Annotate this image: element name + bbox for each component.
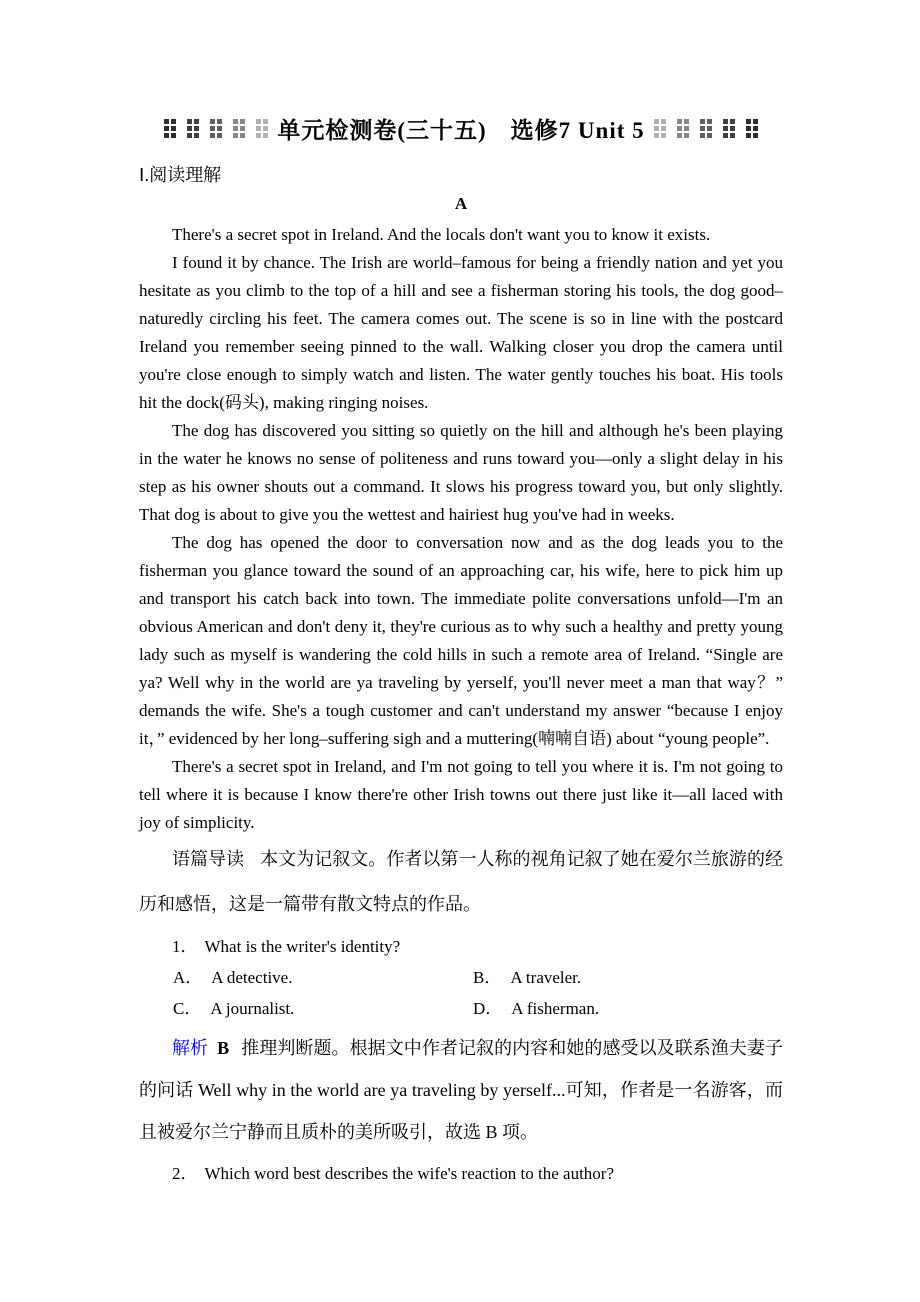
analysis-text: 推理判断题。根据文中作者记叙的内容和她的感受以及联系渔夫妻子的问话 Well why in the world are ya traveling by yerself...可知，作者是一名游客，而且被爱尔兰宁静而且质朴的美所吸引，故选 B 项。 xyxy=(139,1038,783,1142)
option-d[interactable] xyxy=(473,993,783,1024)
option-b-text: A traveler. xyxy=(510,968,582,987)
option-a[interactable] xyxy=(173,962,473,993)
passage-paragraph-1: There's a secret spot in Ireland. And the locals don't want you to know it exists. xyxy=(172,225,711,244)
option-a-key: A． xyxy=(173,968,203,987)
passage-paragraph-2: I found it by chance. The Irish are world–famous for being a friendly nation and yet you hesitate as you climb to the top of a hill and see a fisherman storing his tools, the dog good–naturedly circling his feet. The camera comes out. The scene is so in line with the postcard Ireland you remember seeing pinned to the wall. Walking closer you drop the camera until you're close enough to simply watch and listen. The water gently touches his boat. His tools hit the dock(码头), making ringing noises. xyxy=(139,253,783,412)
option-c-key: C． xyxy=(173,999,202,1018)
question-1-text: What is the writer's identity? xyxy=(204,937,401,956)
question-1-options xyxy=(139,962,783,1024)
passage-paragraph-5: There's a secret spot in Ireland, and I'm not going to tell you where it is. I'm not going to tell where it is because I know there're other Irish towns out there just like it—all laced with joy of simplicity. xyxy=(139,757,783,832)
question-1-stem xyxy=(139,931,783,962)
option-c-text: A journalist. xyxy=(210,999,295,1018)
section-header-reading: Ⅰ.阅读理解 xyxy=(139,165,222,185)
passage-paragraph-4: The dog has opened the door to conversation now and as the dog leads you to the fisherman you glance toward the sound of an approaching car, his wife, here to pick him up and transport his catch back into town. The immediate polite conversations unfold—I'm an obvious American and don't deny it, they're curious as to why such a healthy and pretty young lady such as myself is wandering the cold hills in such a remote area of Ireland. “Single are ya? Well why in the world are ya traveling by yerself, you'll never meet a man that way？” demands the wife. She's a tough customer and can't understand my answer “because I enjoy it，” evidenced by her long–suffering sigh and a muttering(喃喃自语) about “young people”. xyxy=(139,533,783,748)
option-d-text: A fisherman. xyxy=(511,999,600,1018)
passage-paragraph-3: The dog has discovered you sitting so quietly on the hill and although he's been playing in the water he knows no sense of politeness and runs toward you—only a slight delay in his step as his owner shouts out a command. It slows his progress toward you, but only slightly. That dog is about to give you the wettest and hairiest hug you've had in weeks. xyxy=(139,421,783,524)
passage-label: A xyxy=(454,194,468,213)
title-ornament-right-icon xyxy=(654,119,758,138)
option-c[interactable] xyxy=(173,993,473,1024)
option-b-key: B． xyxy=(473,968,502,987)
question-2-stem xyxy=(139,1158,783,1189)
option-d-key: D． xyxy=(473,999,503,1018)
analysis-label: 解析 xyxy=(172,1038,209,1058)
passage-guide xyxy=(139,837,783,927)
question-2-text: Which word best describes the wife's reaction to the author? xyxy=(204,1164,615,1183)
question-1-number: 1． xyxy=(172,937,198,956)
option-b[interactable] xyxy=(473,962,783,993)
analysis-answer: B xyxy=(217,1038,230,1058)
question-1 xyxy=(139,931,783,1153)
page-title: 单元检测卷(三十五) 选修7 Unit 5 xyxy=(277,118,645,143)
guide-text: 本文为记叙文。作者以第一人称的视角记叙了她在爱尔兰旅游的经历和感悟，这是一篇带有散文特点的作品。 xyxy=(139,849,783,914)
question-2-number: 2． xyxy=(172,1164,198,1183)
title-ornament-left-icon xyxy=(164,119,268,138)
option-a-text: A detective. xyxy=(211,968,293,987)
guide-label: 语篇导读 xyxy=(172,849,245,869)
page-title-row xyxy=(139,112,783,145)
question-1-analysis xyxy=(139,1027,783,1153)
